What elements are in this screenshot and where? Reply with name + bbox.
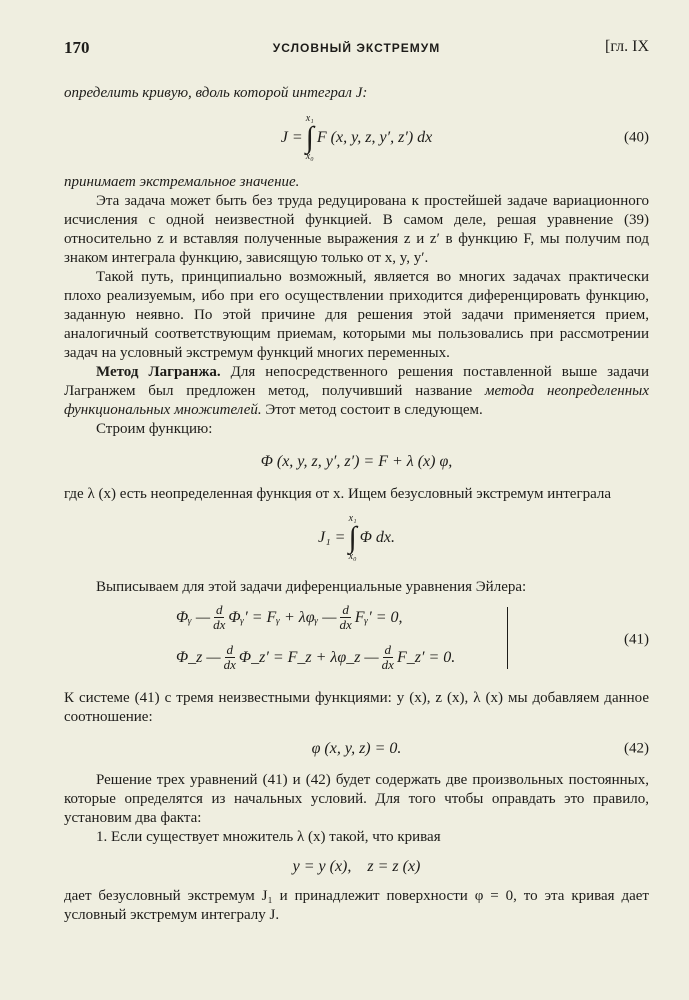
- paragraph-reduction: Эта задача может быть без труда редуцирована к простейшей задаче вариационного исчисления с одной неизвестной функцией. В самом деле, решая уравнение (39) относительно z и вставляя полученные выражения z и z′ в функцию F, мы получим под знаком интеграла функцию, зависящую только от x, y, y′.: [64, 193, 649, 266]
- frac-den: dx: [381, 657, 394, 672]
- integral-sign: x₁ ∫ x₀: [348, 513, 357, 562]
- eq41-term: Φᵧ —: [176, 608, 211, 626]
- eq41-term: Φ_z′ = F_z + λφ_z —: [238, 648, 379, 666]
- eq41-term: Fᵧ′ = 0,: [354, 608, 403, 626]
- paragraph-euler: Выписываем для этой задачи диференциальные уравнения Эйлера:: [96, 579, 527, 595]
- eq41-term: Φ_z —: [176, 648, 221, 666]
- equation-curve: [64, 847, 649, 887]
- fraction-d-dx: [213, 603, 225, 632]
- euler-equation-z: [176, 643, 455, 672]
- frac-num: d: [384, 642, 392, 657]
- paragraph-system: К системе (41) с тремя неизвестными функциями: y (x), z (x), λ (x) мы добавляем данное соотношение:: [64, 690, 649, 725]
- integral-sign: x₁ ∫ x₀: [305, 113, 314, 162]
- eq-j1-lhs: J₁ =: [318, 529, 346, 546]
- fraction-d-dx: [340, 603, 352, 632]
- equation-number-42: (42): [624, 740, 649, 757]
- frac-num: d: [342, 602, 349, 617]
- upper-limit: x₁: [305, 113, 314, 124]
- paragraph-lambda: где λ (x) есть неопределенная функция от x. Ищем безусловный экстремум интеграла: [64, 486, 612, 502]
- lagrange-term: метода неопределенных функциональных множителей.: [64, 383, 649, 418]
- eq42-text: φ (x, y, z) = 0.: [311, 740, 402, 757]
- fraction-d-dx: [224, 643, 236, 672]
- lower-limit: x₀: [305, 151, 314, 162]
- page-number: 170: [64, 38, 90, 57]
- paragraph-solution: Решение трех уравнений (41) и (42) будет содержать две произвольных постоянных, которые определятся из начальных условий. Для того чтобы оправдать это правило, установим два факта:: [64, 772, 649, 826]
- eq41-term: Φᵧ′ = Fᵧ + λφᵧ —: [228, 608, 337, 626]
- eq40-integrand: F (x, y, z, y′, z′) dx: [316, 129, 433, 146]
- lagrange-heading: Метод Лагранжа.: [96, 364, 221, 380]
- fraction-d-dx: [382, 643, 394, 672]
- paragraph-lagrange-method: [64, 363, 649, 420]
- frac-num: d: [226, 642, 234, 657]
- running-title: УСЛОВНЫЙ ЭКСТРЕМУМ: [272, 41, 441, 55]
- equation-system-41: [64, 601, 649, 679]
- page-header: [64, 38, 649, 72]
- paragraph-conclusion: дает безусловный экстремум J₁ и принадлежит поверхности φ = 0, то эта кривая дает условный экстремум интегралу J.: [64, 888, 649, 923]
- paragraph-extremal-value: принимает экстремальное значение.: [64, 174, 300, 190]
- lagrange-text-b: Этот метод состоит в следующем.: [261, 402, 483, 418]
- equation-42: [64, 727, 649, 771]
- paragraph-fact-1: 1. Если существует множитель λ (x) такой, что кривая: [96, 829, 441, 845]
- paragraph-build-function: Строим функцию:: [96, 421, 213, 437]
- equation-number-41: (41): [624, 631, 649, 648]
- equation-j1: [64, 504, 649, 572]
- euler-equation-y: [176, 603, 403, 632]
- paragraph-problem-statement: определить кривую, вдоль которой интеграл J:: [64, 85, 368, 101]
- frac-num: d: [215, 602, 223, 617]
- eq40-lhs: J =: [280, 129, 303, 146]
- frac-den: dx: [223, 657, 236, 672]
- equation-phi: [64, 439, 649, 485]
- chapter-reference: [гл. IX: [605, 38, 649, 55]
- paragraph-implicit: Такой путь, принципиально возможный, является во многих задачах практически плохо реализуемым, ибо при его осуществлении приходится диференцировать функцию, заданную неявно. По этой причине для решения этой задачи применяется прием, аналогичный соответствующим приемам, которыми мы пользовались при рассмотрении задач на условный экстремум функций многих переменных.: [64, 269, 649, 361]
- frac-den: dx: [339, 617, 352, 632]
- lower-limit: x₀: [348, 551, 357, 562]
- eq-j1-integrand: Φ dx.: [359, 529, 395, 546]
- equation-40: [64, 103, 649, 173]
- eq-phi-text: Φ (x, y, z, y′, z′) = F + λ (x) φ,: [260, 453, 453, 470]
- eq41-term: F_z′ = 0.: [396, 648, 456, 666]
- system-brace: [499, 607, 508, 669]
- lagrange-text-a: Для непосредственного решения поставленной выше задачи Лагранжем был предложен метод, получивший название: [64, 364, 649, 399]
- equation-number-40: (40): [624, 129, 649, 146]
- eq-curve-text: y = y (x), z = z (x): [292, 858, 421, 875]
- upper-limit: x₁: [348, 513, 357, 524]
- frac-den: dx: [213, 617, 226, 632]
